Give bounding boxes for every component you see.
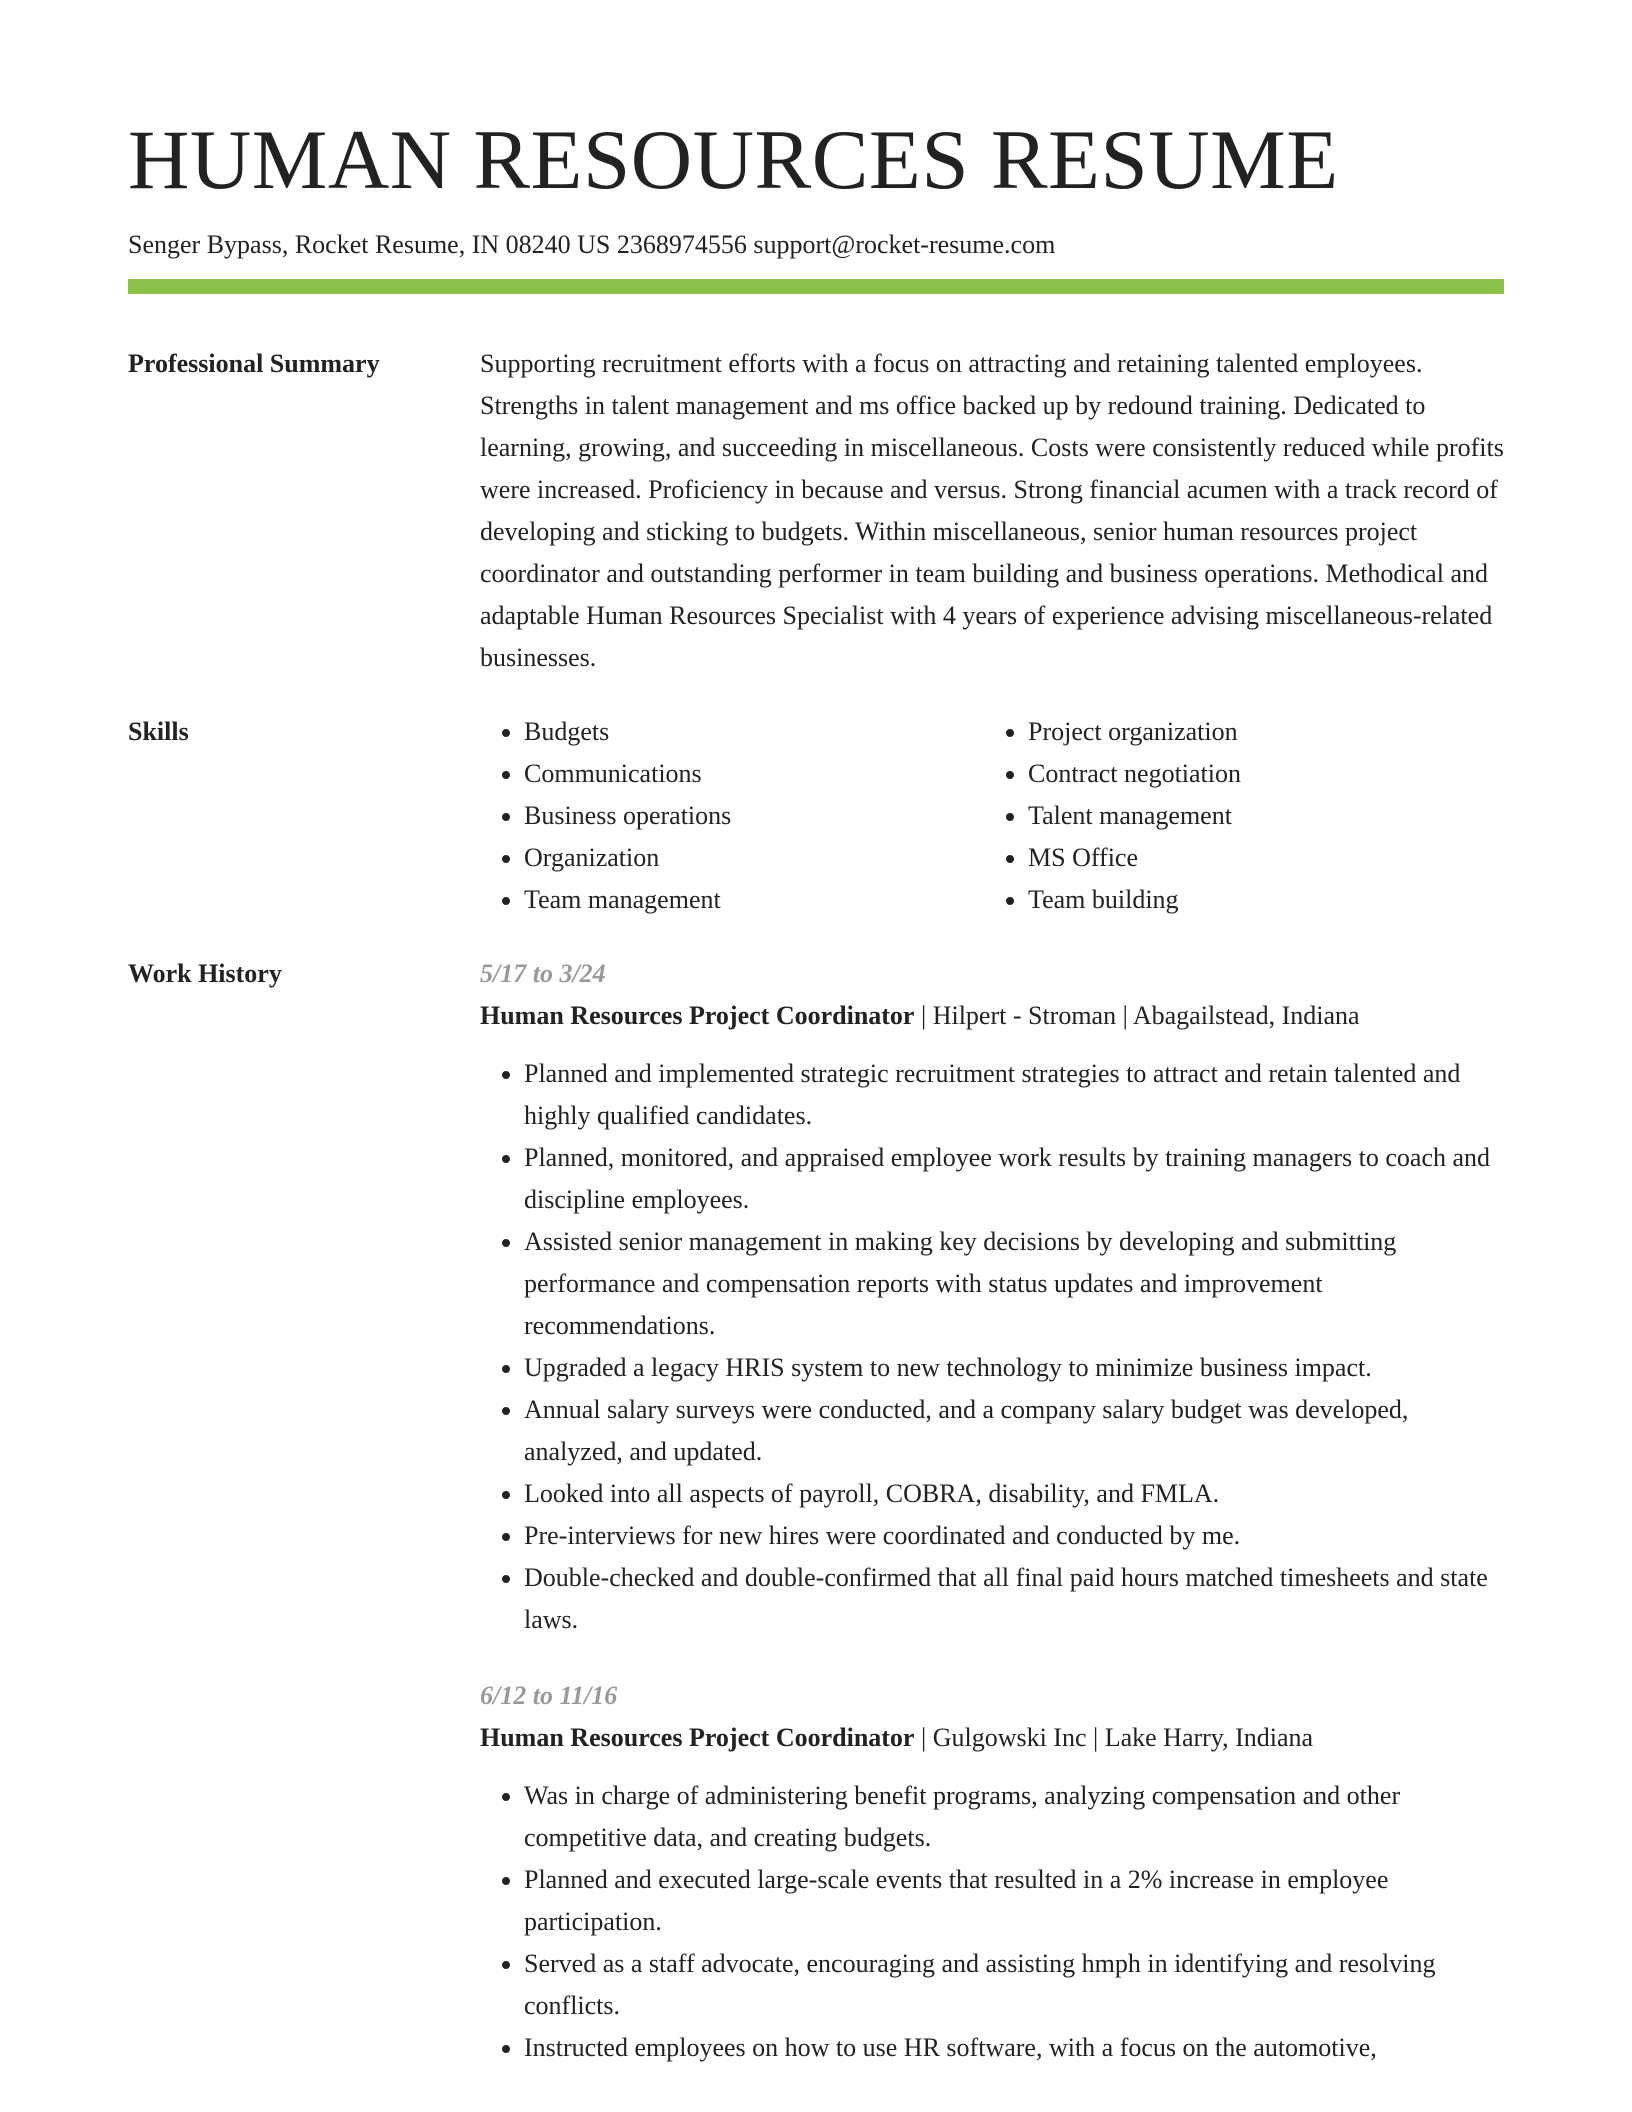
skill-item: • Communications <box>524 753 984 795</box>
job-bullet: • Instructed employees on how to use HR software, with a focus on the automotive, <box>524 2027 1504 2069</box>
summary-section <box>128 343 1504 679</box>
contact-line <box>128 227 1504 263</box>
skill-item: • Team building <box>1028 879 1488 921</box>
job-bullet: • Upgraded a legacy HRIS system to new technology to minimize business impact. <box>524 1347 1504 1389</box>
summary-text: Supporting recruitment efforts with a focus on attracting and retaining talented employees. Strengths in talent management and ms office backed up by redound training. Dedicated to learning, growing, and succeeding in miscellaneous. Costs were consistently reduced while profits were increased. Proficiency in because and versus. Strong financial acumen with a track record of developing and sticking to budgets. Within miscellaneous, senior human resources project coordinator and outstanding performer in team building and business operations. Methodical and adaptable Human Resources Specialist with 4 years of experience advising miscellaneous-related businesses. <box>480 349 1504 673</box>
skill-item: • Team management <box>524 879 984 921</box>
skills-list-left <box>480 711 984 921</box>
job-employer-location: | Hilpert - Stroman | Abagailstead, Indiana <box>914 1001 1360 1031</box>
header-divider <box>128 279 1504 294</box>
job-bullet: • Pre-interviews for new hires were coordinated and conducted by me. <box>524 1515 1504 1557</box>
skills-list-right <box>984 711 1488 921</box>
skill-item: • Talent management <box>1028 795 1488 837</box>
skill-item: • Contract negotiation <box>1028 753 1488 795</box>
job-bullet: • Annual salary surveys were conducted, and a company salary budget was developed, analyzed, and updated. <box>524 1389 1504 1473</box>
job-bullet: • Double-checked and double-confirmed that all final paid hours matched timesheets and state laws. <box>524 1557 1504 1641</box>
work-history-body <box>480 953 1504 2069</box>
job-bullet: • Was in charge of administering benefit programs, analyzing compensation and other competitive data, and creating budgets. <box>524 1775 1504 1859</box>
skill-item: • Business operations <box>524 795 984 837</box>
job-dates: 5/17 to 3/24 <box>480 959 606 989</box>
work-history-heading: Work History <box>128 959 282 989</box>
job-bullet: • Served as a staff advocate, encouraging and assisting hmph in identifying and resolving conflicts. <box>524 1943 1504 2027</box>
skill-item: • Project organization <box>1028 711 1488 753</box>
skills-columns <box>480 711 1504 921</box>
job-bullet: • Planned, monitored, and appraised employee work results by training managers to coach and discipline employees. <box>524 1137 1504 1221</box>
skill-item: • Organization <box>524 837 984 879</box>
job-heading <box>480 1717 1504 1759</box>
job-entry <box>480 1675 1504 2069</box>
job-entry <box>480 953 1504 1641</box>
job-title: Human Resources Project Coordinator <box>480 1723 915 1753</box>
job-bullet: • Looked into all aspects of payroll, COBRA, disability, and FMLA. <box>524 1473 1504 1515</box>
job-heading <box>480 995 1504 1037</box>
job-bullets <box>480 1053 1504 1641</box>
job-bullet: • Assisted senior management in making key decisions by developing and submitting performance and compensation reports with status updates and improvement recommendations. <box>524 1221 1504 1347</box>
job-bullet: • Planned and executed large-scale events that resulted in a 2% increase in employee participation. <box>524 1859 1504 1943</box>
skills-section <box>128 711 1504 921</box>
resume-page <box>128 113 1504 2069</box>
work-history-section <box>128 953 1504 2069</box>
skill-item: • Budgets <box>524 711 984 753</box>
resume-title: HUMAN RESOURCES RESUME <box>128 113 1339 207</box>
job-bullets <box>480 1775 1504 2069</box>
skill-item: • MS Office <box>1028 837 1488 879</box>
skills-heading: Skills <box>128 717 189 747</box>
job-dates: 6/12 to 11/16 <box>480 1681 618 1711</box>
job-bullet: • Planned and implemented strategic recruitment strategies to attract and retain talented and highly qualified candidates. <box>524 1053 1504 1137</box>
job-title: Human Resources Project Coordinator <box>480 1001 915 1031</box>
summary-heading: Professional Summary <box>128 349 380 379</box>
email: support@rocket-resume.com <box>753 230 1056 259</box>
address: Senger Bypass, Rocket Resume, IN 08240 US <box>128 230 611 259</box>
job-employer-location: | Gulgowski Inc | Lake Harry, Indiana <box>914 1723 1314 1753</box>
phone: 2368974556 <box>616 230 747 259</box>
